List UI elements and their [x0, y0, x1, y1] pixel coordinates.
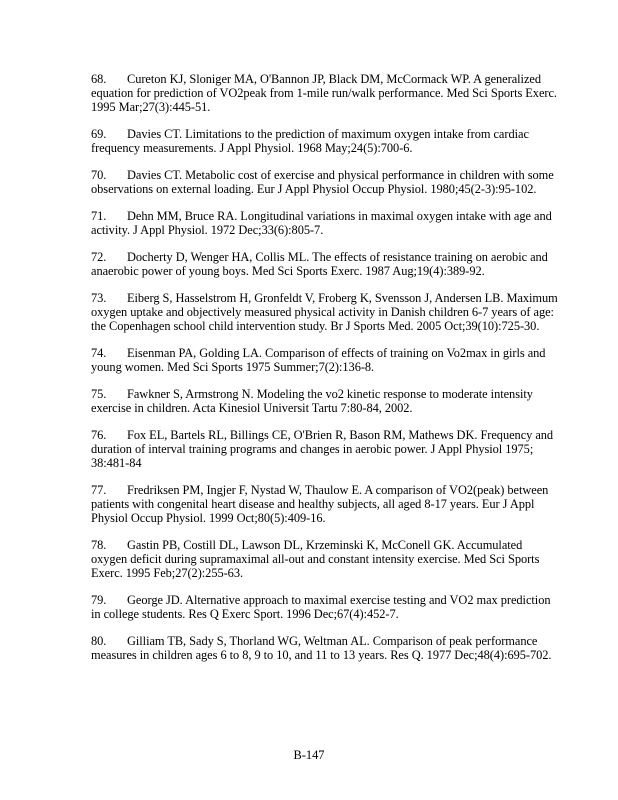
reference-number: 69. [91, 127, 107, 141]
reference-text: Davies CT. Limitations to the prediction of maximum oxygen intake from cardiac frequency measurements. J Appl Physiol. 1968 May;24(5):700-6. [91, 127, 529, 155]
reference-item [91, 250, 561, 278]
reference-number: 75. [91, 387, 107, 401]
reference-number: 73. [91, 291, 107, 305]
reference-number: 72. [91, 250, 107, 264]
reference-number: 71. [91, 209, 107, 223]
reference-text: Davies CT. Metabolic cost of exercise and physical performance in children with some observations on external loading. Eur J Appl Physiol Occup Physiol. 1980;45(2-3):95-102. [91, 168, 554, 196]
reference-number: 78. [91, 538, 107, 552]
reference-number: 77. [91, 483, 107, 497]
reference-text: Docherty D, Wenger HA, Collis ML. The effects of resistance training on aerobic and anaerobic power of young boys. Med Sci Sports Exerc. 1987 Aug;19(4):389-92. [91, 250, 548, 278]
reference-number: 76. [91, 428, 107, 442]
reference-text: Fredriksen PM, Ingjer F, Nystad W, Thaulow E. A comparison of VO2(peak) between patients with congenital heart disease and healthy subjects, all aged 8-17 years. Eur J Appl Physiol Occup Physiol. 1999 Oct;80(5):409-16. [91, 483, 549, 525]
reference-item [91, 634, 561, 662]
reference-number: 80. [91, 634, 107, 648]
reference-number: 74. [91, 346, 107, 360]
page-number: B-147 [293, 748, 325, 762]
reference-text: Cureton KJ, Sloniger MA, O'Bannon JP, Black DM, McCormack WP. A generalized equation for prediction of VO2peak from 1-mile run/walk performance. Med Sci Sports Exerc. 1995 Mar;27(3):445-51. [91, 72, 557, 114]
reference-text: George JD. Alternative approach to maximal exercise testing and VO2 max prediction in college students. Res Q Exerc Sport. 1996 Dec;67(4):452-7. [91, 593, 551, 621]
reference-item [91, 593, 561, 621]
reference-item [91, 346, 561, 374]
reference-text: Gilliam TB, Sady S, Thorland WG, Weltman AL. Comparison of peak performance measures in children ages 6 to 8, 9 to 10, and 11 to 13 years. Res Q. 1977 Dec;48(4):695-702. [91, 634, 552, 662]
reference-number: 70. [91, 168, 107, 182]
reference-text: Eiberg S, Hasselstrom H, Gronfeldt V, Froberg K, Svensson J, Andersen LB. Maximum oxygen uptake and objectively measured physical activity in Danish children 6-7 years of age: the Copenhagen school child intervention study. Br J Sports Med. 2005 Oct;39(10):725-30. [91, 291, 558, 333]
reference-text: Fox EL, Bartels RL, Billings CE, O'Brien R, Bason RM, Mathews DK. Frequency and duration of interval training programs and changes in aerobic power. J Appl Physiol 1975; 38:481-84 [91, 428, 554, 470]
reference-item [91, 483, 561, 525]
reference-text: Dehn MM, Bruce RA. Longitudinal variations in maximal oxygen intake with age and activity. J Appl Physiol. 1972 Dec;33(6):805-7. [91, 209, 552, 237]
reference-number: 68. [91, 72, 107, 86]
reference-item [91, 209, 561, 237]
reference-item [91, 291, 561, 333]
reference-item [91, 72, 561, 114]
reference-text: Eisenman PA, Golding LA. Comparison of effects of training on Vo2max in girls and young women. Med Sci Sports 1975 Summer;7(2):136-8. [91, 346, 546, 374]
reference-number: 79. [91, 593, 107, 607]
reference-item [91, 428, 561, 470]
reference-text: Fawkner S, Armstrong N. Modeling the vo2 kinetic response to moderate intensity exercise in children. Acta Kinesiol Universit Tartu 7:80-84, 2002. [91, 387, 533, 415]
reference-list [91, 72, 561, 675]
reference-item [91, 538, 561, 580]
reference-item [91, 387, 561, 415]
reference-text: Gastin PB, Costill DL, Lawson DL, Krzeminski K, McConell GK. Accumulated oxygen deficit during supramaximal all-out and constant intensity exercise. Med Sci Sports Exerc. 1995 Feb;27(2):255-63. [91, 538, 540, 580]
reference-item [91, 168, 561, 196]
reference-item [91, 127, 561, 155]
